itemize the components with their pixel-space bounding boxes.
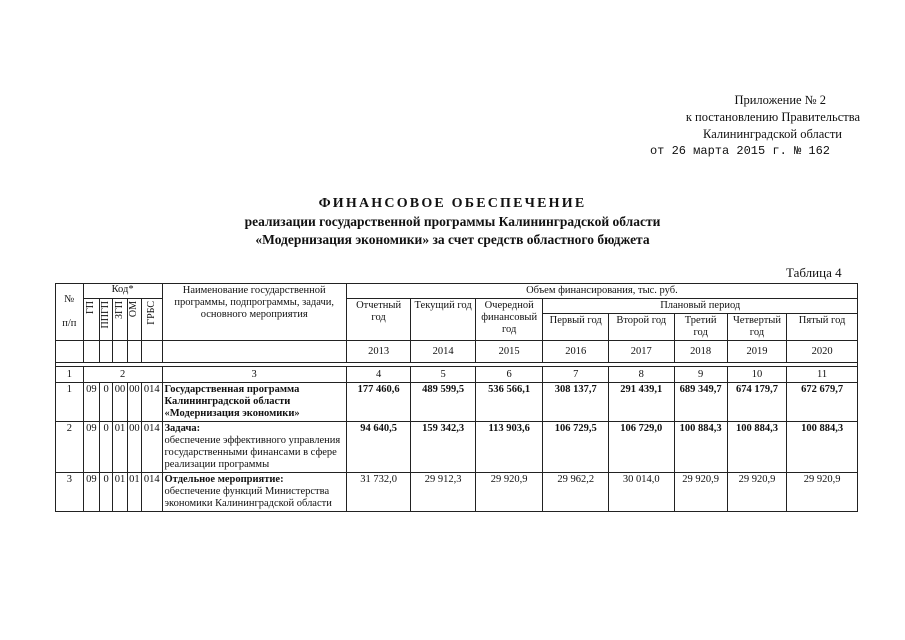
header-code-om: ОМ — [127, 299, 141, 341]
code-cell: 00 — [113, 383, 127, 422]
header-year: 2013 — [346, 341, 411, 363]
row-name — [162, 422, 346, 473]
value-cell: 689 349,7 — [674, 383, 727, 422]
value-cell: 29 920,9 — [787, 473, 858, 512]
table-row — [56, 473, 858, 512]
value-cell: 674 179,7 — [727, 383, 786, 422]
value-cell: 308 137,7 — [543, 383, 609, 422]
row-name — [162, 383, 346, 422]
column-number: 8 — [608, 367, 674, 383]
column-number: 2 — [83, 367, 162, 383]
header-year: 2018 — [674, 341, 727, 363]
header-code-zgp: ЗГП — [113, 299, 127, 341]
table-row — [56, 383, 858, 422]
column-number: 4 — [346, 367, 411, 383]
value-cell: 113 903,6 — [475, 422, 543, 473]
document-subtitle: реализации государственной программы Калининградской области — [244, 214, 661, 229]
annex-line: Калининградской области — [703, 127, 842, 141]
document-title: ФИНАНСОВОЕ ОБЕСПЕЧЕНИЕ — [318, 196, 587, 211]
column-number: 5 — [411, 367, 476, 383]
row-name-head: Отдельное мероприятие: — [164, 474, 284, 485]
header-code: Код* — [83, 284, 162, 299]
row-number: 1 — [56, 383, 84, 422]
value-cell: 106 729,5 — [543, 422, 609, 473]
value-cell: 106 729,0 — [608, 422, 674, 473]
annex-line: к постановлению Правительства — [685, 110, 860, 124]
value-cell: 29 920,9 — [475, 473, 543, 512]
value-cell: 29 920,9 — [727, 473, 786, 512]
header-year-spacer — [83, 341, 99, 363]
table-label: Таблица 4 — [786, 265, 842, 280]
header-year: 2017 — [608, 341, 674, 363]
document-subtitle: «Модернизация экономики» за счет средств областного бюджета — [255, 232, 650, 247]
header-year-spacer — [141, 341, 162, 363]
value-cell: 29 962,2 — [543, 473, 609, 512]
annex-line: Приложение № 2 — [734, 93, 826, 107]
code-cell: 09 — [83, 473, 99, 512]
row-name — [162, 473, 346, 512]
financing-table — [55, 283, 858, 512]
header-year-spacer — [56, 341, 84, 363]
value-cell: 31 732,0 — [346, 473, 411, 512]
row-name-body: обеспечение эффективного управления государственными финансами в сфере реализации программы — [164, 435, 341, 470]
header-num: № п/п — [56, 284, 84, 341]
code-cell: 00 — [127, 383, 141, 422]
header-next-year: Очередной финансовый год — [475, 299, 543, 341]
header-plan-year: Пятый год — [787, 314, 858, 341]
column-number: 1 — [56, 367, 84, 383]
value-cell: 177 460,6 — [346, 383, 411, 422]
header-plan-year: Третий год — [674, 314, 727, 341]
code-cell: 014 — [141, 473, 162, 512]
header-year: 2016 — [543, 341, 609, 363]
header-year: 2020 — [787, 341, 858, 363]
column-number: 9 — [674, 367, 727, 383]
value-cell: 94 640,5 — [346, 422, 411, 473]
value-cell: 159 342,3 — [411, 422, 476, 473]
value-cell: 100 884,3 — [674, 422, 727, 473]
header-current-year: Текущий год — [411, 299, 476, 341]
value-cell: 100 884,3 — [787, 422, 858, 473]
code-cell: 01 — [127, 473, 141, 512]
header-volume: Объем финансирования, тыс. руб. — [346, 284, 857, 299]
code-cell: 0 — [100, 473, 113, 512]
column-number: 7 — [543, 367, 609, 383]
header-year-spacer — [113, 341, 127, 363]
header-year-spacer — [100, 341, 113, 363]
header-year-spacer — [162, 341, 346, 363]
header-name: Наименование государственной программы, подпрограммы, задачи, основного мероприятия — [162, 284, 346, 341]
value-cell: 30 014,0 — [608, 473, 674, 512]
header-year: 2015 — [475, 341, 543, 363]
value-cell: 672 679,7 — [787, 383, 858, 422]
row-number: 2 — [56, 422, 84, 473]
header-plan-year: Первый год — [543, 314, 609, 341]
code-cell: 09 — [83, 383, 99, 422]
code-cell: 0 — [100, 383, 113, 422]
column-number: 6 — [475, 367, 543, 383]
table-row — [56, 422, 858, 473]
header-year: 2019 — [727, 341, 786, 363]
code-cell: 014 — [141, 422, 162, 473]
code-cell: 0 — [100, 422, 113, 473]
value-cell: 29 912,3 — [411, 473, 476, 512]
header-code-ppgp: ППГП — [100, 299, 113, 341]
row-number: 3 — [56, 473, 84, 512]
annex-date-line: от 26 марта 2015 г. № 162 — [649, 144, 830, 158]
code-cell: 01 — [113, 473, 127, 512]
value-cell: 29 920,9 — [674, 473, 727, 512]
header-reported-year: Отчетный год — [346, 299, 411, 341]
code-cell: 01 — [113, 422, 127, 473]
header-year: 2014 — [411, 341, 476, 363]
header-code-gp: ГП — [83, 299, 99, 341]
header-planned-period: Плановый период — [543, 299, 858, 314]
column-number: 11 — [787, 367, 858, 383]
value-cell: 100 884,3 — [727, 422, 786, 473]
header-code-grbs: ГРБС — [141, 299, 162, 341]
code-cell: 014 — [141, 383, 162, 422]
value-cell: 489 599,5 — [411, 383, 476, 422]
value-cell: 536 566,1 — [475, 383, 543, 422]
header-plan-year: Второй год — [608, 314, 674, 341]
column-number: 10 — [727, 367, 786, 383]
header-plan-year: Четвертый год — [727, 314, 786, 341]
value-cell: 291 439,1 — [608, 383, 674, 422]
code-cell: 09 — [83, 422, 99, 473]
column-number: 3 — [162, 367, 346, 383]
row-name-body: обеспечение функций Министерства экономики Калининградской области — [164, 486, 332, 509]
row-name-head: Задача: — [164, 423, 201, 434]
annex-block — [620, 92, 860, 160]
row-name-head: Государственная программа Калининградской области «Модернизация экономики» — [164, 384, 300, 419]
code-cell: 00 — [127, 422, 141, 473]
header-year-spacer — [127, 341, 141, 363]
